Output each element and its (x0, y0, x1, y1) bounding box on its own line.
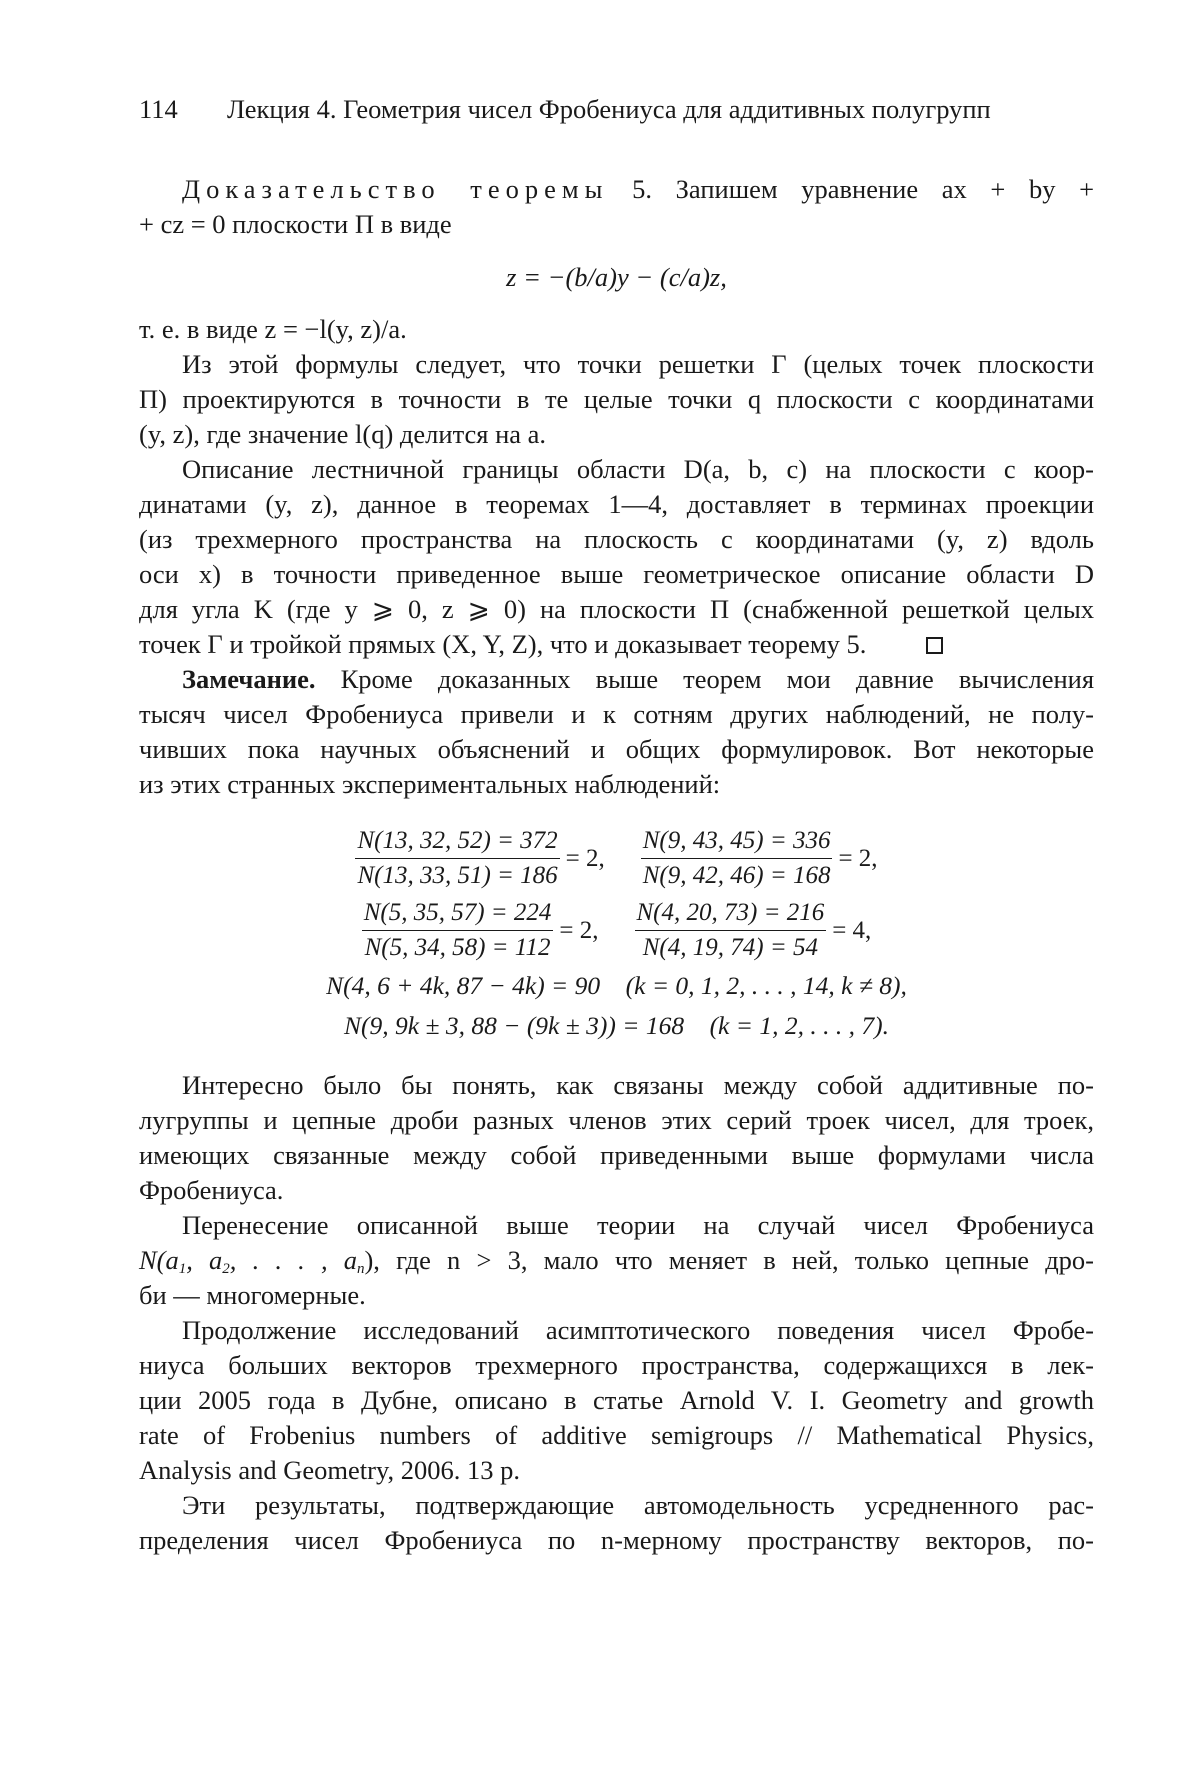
fraction-numerator: N(5, 35, 57) = 224 (362, 898, 554, 931)
subscript-1: 1 (178, 1261, 187, 1277)
subscript-2: 2 (222, 1261, 230, 1277)
qed-square-icon (926, 637, 943, 654)
fraction-result: = 4, (832, 916, 872, 944)
formula-line-4: N(9, 9k ± 3, 88 − (9k ± 3)) = 168 (k = 1, 2, . . . , 7). (344, 1011, 889, 1040)
formula-row-1 (139, 822, 1094, 894)
continuation-line-2: ниуса больших векторов трехмерного пространства, содержащихся в лек- (139, 1350, 1094, 1380)
interesting-line-1: Интересно было бы понять, как связаны между собой аддитивные по- (182, 1070, 1094, 1100)
formula-ratio (355, 826, 604, 891)
frobenius-formulas (139, 822, 1094, 1046)
continuation-line-1: Продолжение исследований асимптотического поведения чисел Фробе- (182, 1315, 1094, 1345)
transfer-an: , . . . , a (229, 1245, 357, 1275)
staircase-line-4: оси x) в точности приведенное выше геометрическое описание области D (139, 559, 1094, 589)
fraction (641, 826, 833, 891)
remark-label: Замечание. (182, 664, 316, 694)
staircase-line-6-text: точек Γ и тройкой прямых (X, Y, Z), что и доказывает теорему 5. (139, 629, 867, 659)
running-header (139, 92, 1094, 126)
transfer-line-2 (139, 1243, 1094, 1278)
staircase-line-6 (139, 627, 1094, 662)
subscript-n: n (356, 1261, 365, 1277)
fraction-denominator: N(4, 19, 74) = 54 (642, 933, 818, 961)
transfer-a2: , a (186, 1245, 223, 1275)
page-body (139, 172, 1094, 1558)
transfer-line-1: Перенесение описанной выше теории на случай чисел Фробениуса (182, 1210, 1094, 1240)
lattice-line-3: (y, z), где значение l(q) делится на a. (139, 419, 547, 449)
formula-line-3: N(4, 6 + 4k, 87 − 4k) = 90 (k = 0, 1, 2, . . . , 14, k ≠ 8), (326, 971, 907, 1000)
transfer-rest: ), где n > 3, мало что меняет в ней, только цепные дро- (364, 1245, 1095, 1275)
fraction (635, 898, 827, 963)
proof-line-3: т. е. в виде z = −l(y, z)/a. (139, 314, 407, 344)
fraction-result: = 2, (565, 844, 605, 872)
formula-block (139, 242, 1094, 312)
continuation-line-5: Analysis and Geometry, 2006. 13 p. (139, 1455, 521, 1485)
fraction-denominator: N(5, 34, 58) = 112 (364, 933, 551, 961)
proof-line-1-rest: 5. Запишем уравнение ax + by + (632, 174, 1095, 204)
fraction (362, 898, 554, 963)
staircase-line-2: динатами (y, z), данное в теоремах 1—4, доставляет в терминах проекции (139, 489, 1094, 519)
fraction-denominator: N(13, 33, 51) = 186 (357, 861, 558, 889)
fraction-numerator: N(9, 43, 45) = 336 (641, 826, 833, 859)
fraction-result: = 2, (559, 916, 599, 944)
fraction-result: = 2, (838, 844, 878, 872)
remark-line-4: из этих странных экспериментальных наблюдений: (139, 769, 721, 799)
formula-row-2 (139, 894, 1094, 966)
formula-ratio (635, 898, 872, 963)
remark-line-1 (139, 662, 1094, 697)
fraction-numerator: N(4, 20, 73) = 216 (635, 898, 827, 931)
staircase-line-3: (из трехмерного пространства на плоскость с координатами (y, z) вдоль (139, 524, 1094, 554)
plane-formula: z = −(b/a)y − (c/a)z, (506, 261, 727, 292)
remark-line-2: тысяч чисел Фробениуса привели и к сотням других наблюдений, не полу- (139, 699, 1094, 729)
lattice-line-1: Из этой формулы следует, что точки решетки Γ (целых точек плоскости (182, 349, 1094, 379)
proof-line-2: + cz = 0 плоскости Π в виде (139, 209, 452, 239)
continuation-line-3: ции 2005 года в Дубне, описано в статье Arnold V. I. Geometry and growth (139, 1385, 1094, 1415)
results-line-1: Эти результаты, подтверждающие автомодельность усредненного рас- (182, 1490, 1094, 1520)
fraction-numerator: N(13, 32, 52) = 372 (355, 826, 559, 859)
formula-ratio (641, 826, 878, 891)
fraction (355, 826, 559, 891)
running-title: Лекция 4. Геометрия чисел Фробениуса для аддитивных полугрупп (227, 94, 991, 124)
interesting-line-2: лугруппы и цепные дроби разных членов этих серий троек чисел, для троек, (139, 1105, 1094, 1135)
fraction-denominator: N(9, 42, 46) = 168 (642, 861, 831, 889)
proof-heading: Доказательство теоремы (182, 174, 609, 204)
interesting-line-4: Фробениуса. (139, 1175, 284, 1205)
remark-line-3: чивших пока научных объяснений и общих формулировок. Вот некоторые (139, 734, 1094, 764)
transfer-line-3: би — многомерные. (139, 1280, 366, 1310)
formula-ratio (362, 898, 599, 963)
remark-line-1-text: Кроме доказанных выше теорем мои давние вычисления (340, 664, 1095, 694)
staircase-line-5: для угла K (где y ⩾ 0, z ⩾ 0) на плоскости Π (снабженной решеткой целых (139, 594, 1094, 624)
continuation-line-4: rate of Frobenius numbers of additive semigroups // Mathematical Physics, (139, 1420, 1094, 1450)
staircase-line-1: Описание лестничной границы области D(a, b, c) на плоскости с коор- (182, 454, 1094, 484)
results-line-2: пределения чисел Фробениуса по n-мерному пространству векторов, по- (139, 1525, 1094, 1555)
transfer-n-open: N(a (139, 1245, 179, 1275)
proof-line-1 (139, 172, 1094, 207)
page-number: 114 (139, 94, 178, 124)
lattice-line-2: Π) проектируются в точности в те целые точки q плоскости с координатами (139, 384, 1094, 414)
interesting-line-3: имеющих связанные между собой приведенными выше формулами числа (139, 1140, 1094, 1170)
